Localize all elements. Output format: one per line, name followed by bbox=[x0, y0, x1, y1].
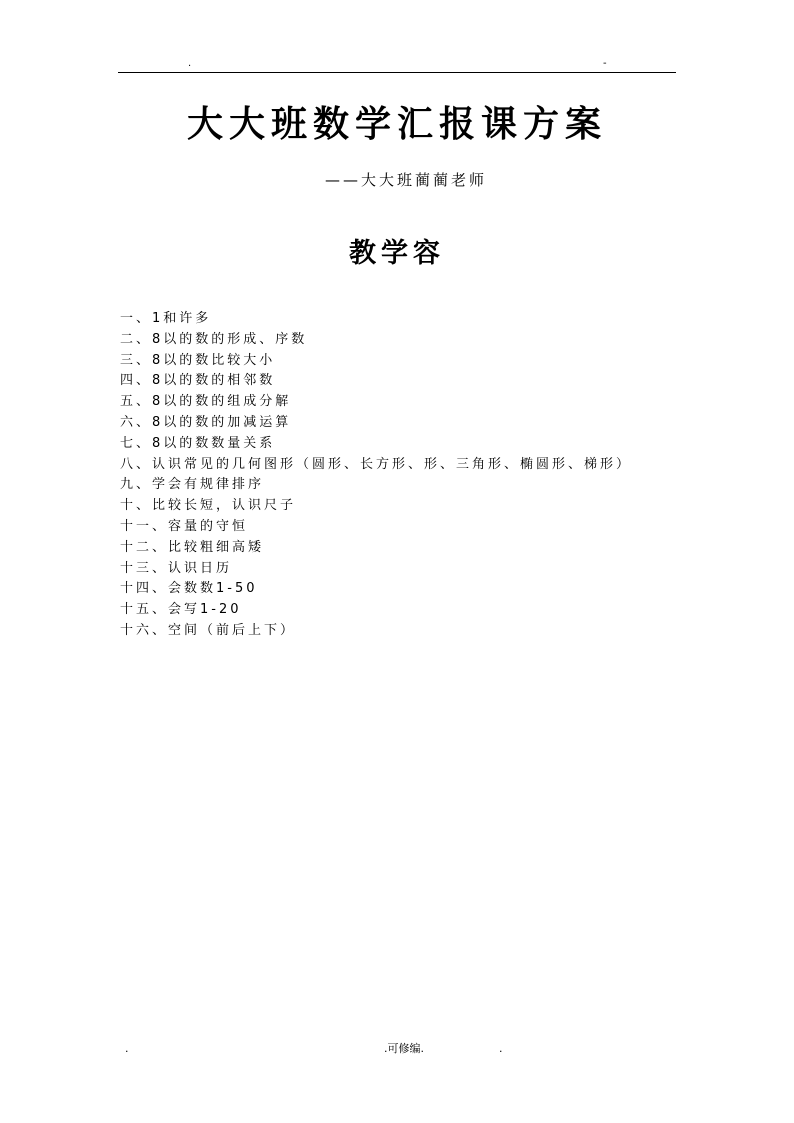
list-item: 十五、会写1-20 bbox=[120, 602, 242, 618]
list-item: 十六、空间（前后上下） bbox=[120, 622, 297, 638]
list-item: 二、8以的数的形成、序数 bbox=[120, 331, 308, 347]
section-heading: 教学容 bbox=[349, 238, 445, 269]
list-item: 七、8以的数数量关系 bbox=[120, 435, 276, 451]
list-item: 九、学会有规律排序 bbox=[120, 477, 265, 493]
list-item: 十四、会数数1-50 bbox=[120, 581, 258, 597]
list-item: 十一、容量的守恒 bbox=[120, 518, 249, 534]
header-rule bbox=[118, 72, 676, 73]
list-item: 十、比较长短，认识尺子 bbox=[120, 498, 297, 514]
list-item: 十二、比较粗细高矮 bbox=[120, 539, 265, 555]
list-item: 三、8以的数比较大小 bbox=[120, 352, 276, 368]
footer-text: .可修编. bbox=[384, 1042, 424, 1055]
list-item: 五、8以的数的组成分解 bbox=[120, 394, 292, 410]
list-item: 十三、认识日历 bbox=[120, 560, 233, 576]
header-left-mark: . bbox=[188, 58, 192, 69]
list-item: 八、认识常见的几何图形（圆形、长方形、形、三角形、椭圆形、梯形） bbox=[120, 456, 633, 472]
document-title: 大大班数学汇报课方案 bbox=[186, 104, 607, 145]
footer-right-mark: . bbox=[499, 1042, 503, 1055]
footer-left-mark: . bbox=[125, 1042, 129, 1055]
list-item: 六、8以的数的加减运算 bbox=[120, 414, 292, 430]
list-item: 四、8以的数的相邻数 bbox=[120, 373, 276, 389]
topic-list bbox=[120, 309, 632, 642]
header-right-mark: - bbox=[603, 58, 607, 69]
document-subtitle: ——大大班蔺蔺老师 bbox=[325, 171, 488, 189]
list-item: 一、1和许多 bbox=[120, 311, 212, 326]
